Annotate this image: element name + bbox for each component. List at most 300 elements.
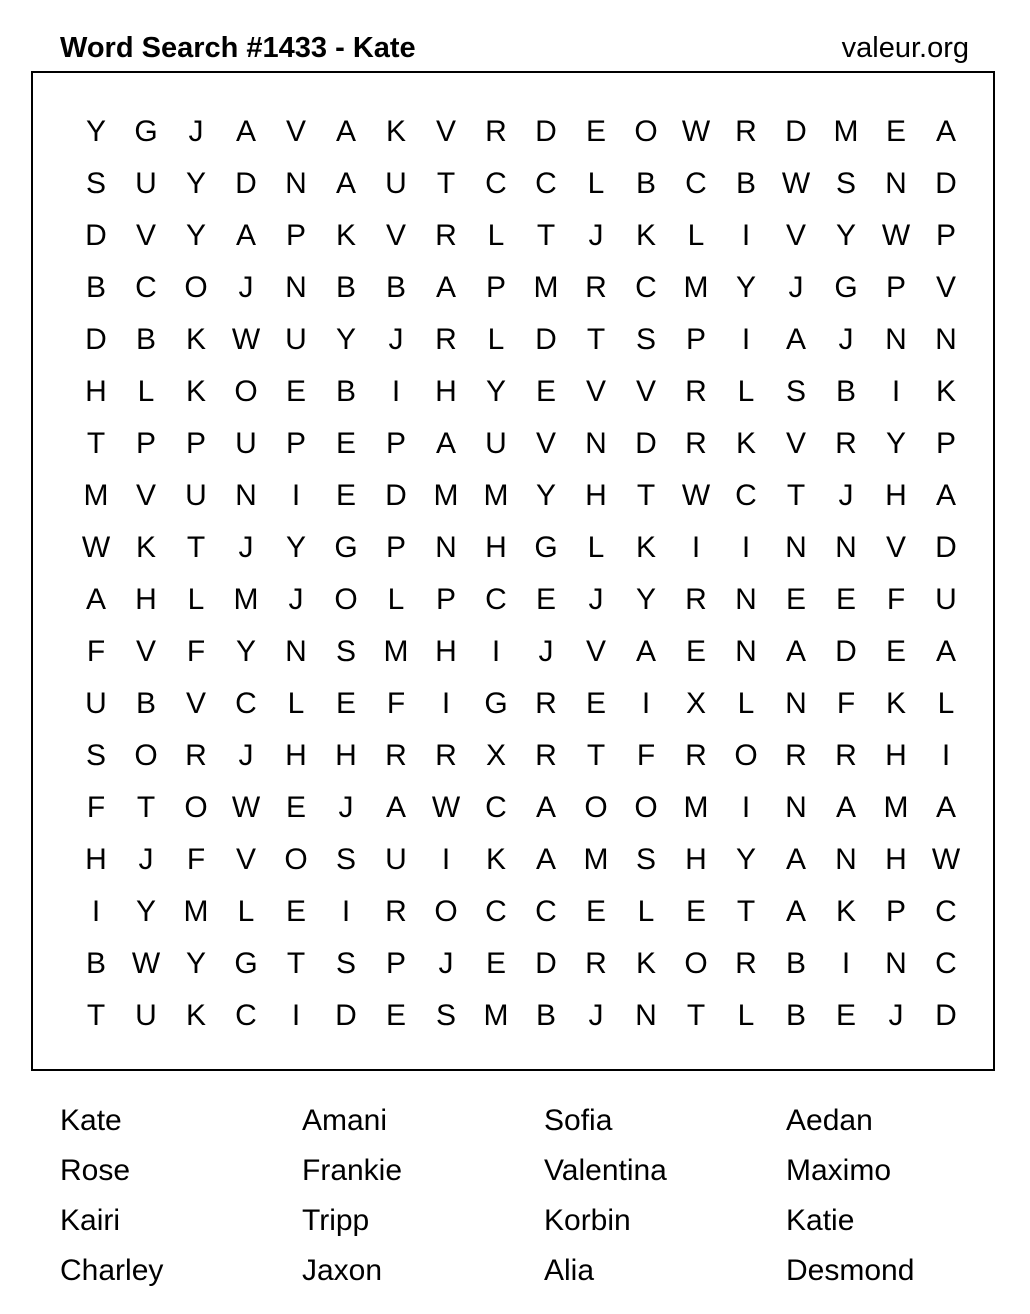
grid-letter: D	[535, 115, 557, 148]
grid-letter: J	[888, 999, 904, 1032]
grid-letter: J	[238, 531, 254, 564]
grid-letter: R	[535, 687, 557, 720]
grid-letter: S	[335, 635, 356, 668]
grid-letter: P	[135, 427, 156, 460]
grid-letter: A	[235, 115, 256, 148]
grid-letter: B	[335, 271, 356, 304]
grid-letter: E	[335, 479, 356, 512]
grid-letter: O	[434, 895, 458, 928]
grid-letter: E	[485, 947, 506, 980]
grid-letter: S	[785, 375, 806, 408]
grid-letter: F	[386, 687, 406, 720]
grid-letter: T	[436, 167, 456, 200]
grid-letter: A	[235, 219, 256, 252]
grid-letter: L	[237, 895, 255, 928]
grid-letter: C	[935, 947, 957, 980]
grid-letter: A	[785, 323, 806, 356]
grid-letter: S	[435, 999, 456, 1032]
grid-letter: F	[636, 739, 656, 772]
grid-letter: A	[335, 167, 356, 200]
grid-letter: N	[935, 323, 957, 356]
grid-letter: U	[185, 479, 207, 512]
grid-letter: V	[235, 843, 256, 876]
grid-letter: Y	[185, 219, 206, 252]
grid-letter: U	[235, 427, 257, 460]
grid-letter: A	[935, 115, 956, 148]
grid-letter: R	[435, 739, 457, 772]
grid-letter: B	[335, 375, 356, 408]
grid-letter: U	[135, 167, 157, 200]
grid-letter: T	[536, 219, 556, 252]
grid-letter: T	[586, 323, 606, 356]
grid-letter: V	[435, 115, 456, 148]
grid-letter: B	[385, 271, 406, 304]
grid-letter: K	[385, 115, 406, 148]
grid-letter: D	[785, 115, 807, 148]
letter-grid	[71, 106, 971, 1042]
grid-letter: N	[785, 531, 807, 564]
grid-letter: A	[835, 791, 856, 824]
grid-letter: C	[485, 167, 507, 200]
grid-letter: N	[585, 427, 607, 460]
grid-letter: L	[737, 687, 755, 720]
grid-letter: M	[433, 479, 459, 512]
grid-letter: E	[835, 999, 856, 1032]
grid-letter: O	[284, 843, 308, 876]
grid-letter: K	[185, 323, 206, 356]
grid-letter: A	[435, 427, 456, 460]
grid-letter: B	[535, 999, 556, 1032]
grid-letter: V	[585, 635, 606, 668]
grid-letter: C	[485, 791, 507, 824]
grid-letter: R	[535, 739, 557, 772]
grid-letter: T	[136, 791, 156, 824]
grid-letter: U	[385, 843, 407, 876]
grid-letter: H	[335, 739, 357, 772]
grid-letter: W	[881, 219, 911, 252]
grid-letter: H	[585, 479, 607, 512]
grid-letter: A	[85, 583, 106, 616]
grid-letter: Y	[835, 219, 856, 252]
grid-letter: L	[187, 583, 205, 616]
grid-letter: I	[891, 375, 901, 408]
grid-letter: H	[435, 375, 457, 408]
grid-letter: Y	[735, 843, 756, 876]
grid-letter: I	[741, 323, 751, 356]
grid-letter: L	[387, 583, 405, 616]
grid-letter: B	[835, 375, 856, 408]
grid-letter: G	[834, 271, 858, 304]
grid-letter: E	[285, 791, 306, 824]
grid-letter: H	[85, 843, 107, 876]
grid-letter: P	[935, 427, 956, 460]
grid-letter: J	[138, 843, 154, 876]
grid-letter: I	[741, 219, 751, 252]
grid-letter: I	[391, 375, 401, 408]
grid-letter: I	[941, 739, 951, 772]
grid-letter: L	[587, 167, 605, 200]
grid-letter: Y	[335, 323, 356, 356]
grid-letter: E	[535, 583, 556, 616]
grid-letter: K	[185, 999, 206, 1032]
grid-letter: T	[686, 999, 706, 1032]
grid-letter: W	[231, 791, 261, 824]
grid-letter: U	[485, 427, 507, 460]
grid-letter: V	[385, 219, 406, 252]
grid-letter: B	[635, 167, 656, 200]
grid-letter: E	[585, 895, 606, 928]
grid-letter: E	[585, 115, 606, 148]
grid-letter: O	[184, 271, 208, 304]
grid-letter: I	[641, 687, 651, 720]
site-name: valeur.org	[841, 31, 969, 64]
grid-letter: C	[935, 895, 957, 928]
grid-letter: V	[285, 115, 306, 148]
grid-letter: R	[585, 947, 607, 980]
grid-letter: W	[431, 791, 461, 824]
grid-letter: I	[741, 791, 751, 824]
grid-letter: S	[85, 167, 106, 200]
grid-letter: Y	[485, 375, 506, 408]
grid-letter: A	[935, 479, 956, 512]
grid-letter: V	[785, 427, 806, 460]
grid-letter: H	[685, 843, 707, 876]
grid-letter: A	[935, 791, 956, 824]
grid-letter: Y	[185, 167, 206, 200]
grid-letter: M	[683, 791, 709, 824]
grid-letter: W	[781, 167, 811, 200]
grid-letter: I	[491, 635, 501, 668]
word-list-item: Kate	[60, 1104, 122, 1137]
grid-letter: Y	[535, 479, 556, 512]
grid-letter: E	[685, 895, 706, 928]
grid-letter: M	[233, 583, 259, 616]
grid-letter: N	[885, 947, 907, 980]
grid-letter: J	[838, 323, 854, 356]
grid-letter: Y	[135, 895, 156, 928]
grid-letter: E	[385, 999, 406, 1032]
grid-letter: A	[435, 271, 456, 304]
grid-letter: G	[334, 531, 358, 564]
grid-letter: T	[86, 427, 106, 460]
grid-letter: I	[741, 531, 751, 564]
grid-letter: B	[735, 167, 756, 200]
grid-letter: B	[785, 999, 806, 1032]
grid-letter: C	[135, 271, 157, 304]
grid-letter: O	[184, 791, 208, 824]
grid-letter: U	[285, 323, 307, 356]
grid-letter: T	[586, 739, 606, 772]
grid-letter: R	[585, 271, 607, 304]
grid-letter: B	[85, 947, 106, 980]
grid-letter: K	[935, 375, 956, 408]
grid-letter: V	[635, 375, 656, 408]
word-list-item: Amani	[302, 1104, 388, 1137]
grid-letter: E	[785, 583, 806, 616]
grid-letter: L	[487, 323, 505, 356]
grid-letter: E	[885, 115, 906, 148]
grid-letter: C	[685, 167, 707, 200]
word-list-item: Rose	[60, 1154, 131, 1187]
grid-letter: A	[535, 843, 556, 876]
grid-letter: N	[785, 687, 807, 720]
grid-letter: R	[685, 375, 707, 408]
grid-letter: I	[841, 947, 851, 980]
grid-letter: O	[134, 739, 158, 772]
grid-letter: C	[535, 167, 557, 200]
grid-letter: F	[86, 635, 106, 668]
grid-letter: J	[438, 947, 454, 980]
grid-letter: L	[137, 375, 155, 408]
grid-letter: F	[836, 687, 856, 720]
grid-letter: E	[535, 375, 556, 408]
grid-letter: U	[85, 687, 107, 720]
grid-letter: B	[135, 323, 156, 356]
grid-letter: L	[287, 687, 305, 720]
grid-letter: H	[885, 739, 907, 772]
grid-letter: A	[785, 895, 806, 928]
grid-letter: J	[588, 219, 604, 252]
grid-letter: D	[535, 323, 557, 356]
grid-letter: J	[238, 739, 254, 772]
grid-letter: S	[335, 947, 356, 980]
grid-letter: I	[441, 687, 451, 720]
grid-letter: K	[185, 375, 206, 408]
grid-letter: V	[135, 635, 156, 668]
grid-letter: M	[883, 791, 909, 824]
grid-letter: J	[188, 115, 204, 148]
grid-letter: J	[538, 635, 554, 668]
grid-letter: L	[737, 375, 755, 408]
grid-letter: J	[588, 999, 604, 1032]
grid-letter: V	[135, 479, 156, 512]
grid-letter: A	[785, 843, 806, 876]
grid-letter: C	[635, 271, 657, 304]
grid-letter: S	[335, 843, 356, 876]
grid-letter: J	[788, 271, 804, 304]
grid-letter: G	[134, 115, 158, 148]
grid-letter: X	[485, 739, 506, 772]
grid-letter: M	[533, 271, 559, 304]
grid-letter: J	[388, 323, 404, 356]
grid-letter: E	[335, 687, 356, 720]
grid-letter: A	[535, 791, 556, 824]
grid-letter: P	[385, 531, 406, 564]
grid-letter: K	[485, 843, 506, 876]
grid-letter: P	[385, 427, 406, 460]
grid-letter: F	[186, 635, 206, 668]
grid-letter: B	[85, 271, 106, 304]
grid-letter: I	[291, 479, 301, 512]
grid-letter: M	[483, 479, 509, 512]
grid-letter: K	[885, 687, 906, 720]
grid-letter: N	[835, 531, 857, 564]
grid-letter: O	[634, 115, 658, 148]
grid-letter: T	[786, 479, 806, 512]
grid-letter: E	[285, 375, 306, 408]
grid-letter: P	[385, 947, 406, 980]
grid-letter: R	[785, 739, 807, 772]
grid-letter: R	[435, 219, 457, 252]
grid-letter: Y	[85, 115, 106, 148]
word-list-item: Frankie	[302, 1154, 403, 1187]
grid-letter: N	[235, 479, 257, 512]
grid-letter: Y	[185, 947, 206, 980]
grid-letter: R	[385, 895, 407, 928]
grid-letter: D	[935, 167, 957, 200]
grid-letter: R	[835, 427, 857, 460]
grid-letter: D	[935, 999, 957, 1032]
grid-letter: N	[435, 531, 457, 564]
grid-letter: H	[435, 635, 457, 668]
grid-letter: R	[835, 739, 857, 772]
word-list	[60, 1096, 1028, 1296]
grid-letter: B	[135, 687, 156, 720]
grid-letter: T	[86, 999, 106, 1032]
grid-letter: P	[885, 895, 906, 928]
grid-letter: J	[338, 791, 354, 824]
grid-letter: M	[683, 271, 709, 304]
word-list-item: Aedan	[786, 1104, 873, 1137]
grid-letter: V	[535, 427, 556, 460]
grid-letter: R	[735, 947, 757, 980]
grid-letter: Y	[235, 635, 256, 668]
grid-letter: H	[885, 843, 907, 876]
grid-letter: M	[483, 999, 509, 1032]
grid-letter: P	[435, 583, 456, 616]
grid-letter: K	[335, 219, 356, 252]
grid-letter: G	[534, 531, 558, 564]
grid-letter: H	[285, 739, 307, 772]
word-list-item: Katie	[786, 1204, 855, 1237]
grid-letter: W	[81, 531, 111, 564]
grid-letter: H	[885, 479, 907, 512]
grid-letter: L	[487, 219, 505, 252]
grid-letter: R	[435, 323, 457, 356]
grid-letter: E	[835, 583, 856, 616]
grid-letter: I	[441, 843, 451, 876]
grid-letter: K	[635, 947, 656, 980]
grid-letter: A	[635, 635, 656, 668]
grid-letter: N	[885, 167, 907, 200]
grid-letter: T	[636, 479, 656, 512]
word-list-item: Sofia	[544, 1104, 613, 1137]
grid-letter: S	[85, 739, 106, 772]
grid-letter: N	[885, 323, 907, 356]
word-list-item: Jaxon	[302, 1254, 383, 1287]
grid-letter: F	[86, 791, 106, 824]
grid-letter: A	[385, 791, 406, 824]
grid-letter: I	[341, 895, 351, 928]
grid-letter: V	[785, 219, 806, 252]
page-header	[60, 28, 969, 68]
grid-letter: C	[235, 999, 257, 1032]
grid-letter: R	[685, 583, 707, 616]
grid-letter: J	[288, 583, 304, 616]
grid-letter: L	[687, 219, 705, 252]
grid-letter: Y	[285, 531, 306, 564]
grid-letter: J	[588, 583, 604, 616]
grid-letter: C	[535, 895, 557, 928]
grid-letter: I	[691, 531, 701, 564]
grid-letter: R	[685, 739, 707, 772]
grid-letter: D	[85, 219, 107, 252]
grid-letter: N	[735, 583, 757, 616]
grid-letter: R	[735, 115, 757, 148]
grid-letter: W	[931, 843, 961, 876]
word-list-item: Tripp	[302, 1204, 370, 1237]
grid-letter: R	[485, 115, 507, 148]
grid-letter: R	[385, 739, 407, 772]
grid-letter: J	[838, 479, 854, 512]
grid-letter: K	[135, 531, 156, 564]
grid-letter: C	[485, 583, 507, 616]
grid-letter: D	[535, 947, 557, 980]
grid-letter: P	[485, 271, 506, 304]
grid-letter: D	[85, 323, 107, 356]
grid-letter: D	[335, 999, 357, 1032]
grid-letter: P	[285, 427, 306, 460]
grid-letter: O	[684, 947, 708, 980]
grid-letter: I	[91, 895, 101, 928]
grid-letter: B	[785, 947, 806, 980]
grid-letter: U	[935, 583, 957, 616]
letter-grid-frame	[31, 71, 995, 1071]
grid-letter: L	[737, 999, 755, 1032]
grid-letter: V	[185, 687, 206, 720]
grid-letter: W	[681, 115, 711, 148]
grid-letter: M	[833, 115, 859, 148]
grid-letter: N	[635, 999, 657, 1032]
grid-letter: V	[885, 531, 906, 564]
grid-letter: O	[234, 375, 258, 408]
grid-letter: L	[937, 687, 955, 720]
grid-letter: V	[585, 375, 606, 408]
grid-letter: W	[231, 323, 261, 356]
grid-letter: V	[135, 219, 156, 252]
grid-letter: T	[186, 531, 206, 564]
grid-letter: M	[183, 895, 209, 928]
grid-letter: K	[835, 895, 856, 928]
grid-letter: N	[285, 635, 307, 668]
grid-letter: V	[935, 271, 956, 304]
grid-letter: M	[583, 843, 609, 876]
puzzle-title: Word Search #1433 - Kate	[60, 31, 416, 64]
grid-letter: M	[383, 635, 409, 668]
grid-letter: R	[185, 739, 207, 772]
grid-letter: P	[885, 271, 906, 304]
word-list-item: Charley	[60, 1254, 164, 1287]
grid-letter: D	[235, 167, 257, 200]
grid-letter: U	[385, 167, 407, 200]
grid-letter: D	[385, 479, 407, 512]
grid-letter: O	[634, 791, 658, 824]
grid-letter: O	[334, 583, 358, 616]
grid-letter: L	[637, 895, 655, 928]
grid-letter: F	[886, 583, 906, 616]
grid-letter: W	[681, 479, 711, 512]
grid-letter: E	[285, 895, 306, 928]
grid-letter: L	[587, 531, 605, 564]
word-list-item: Korbin	[544, 1204, 631, 1237]
grid-letter: P	[285, 219, 306, 252]
grid-letter: E	[585, 687, 606, 720]
word-list-item: Valentina	[544, 1154, 667, 1187]
grid-letter: K	[635, 531, 656, 564]
grid-letter: E	[685, 635, 706, 668]
grid-letter: K	[735, 427, 756, 460]
grid-letter: S	[635, 843, 656, 876]
